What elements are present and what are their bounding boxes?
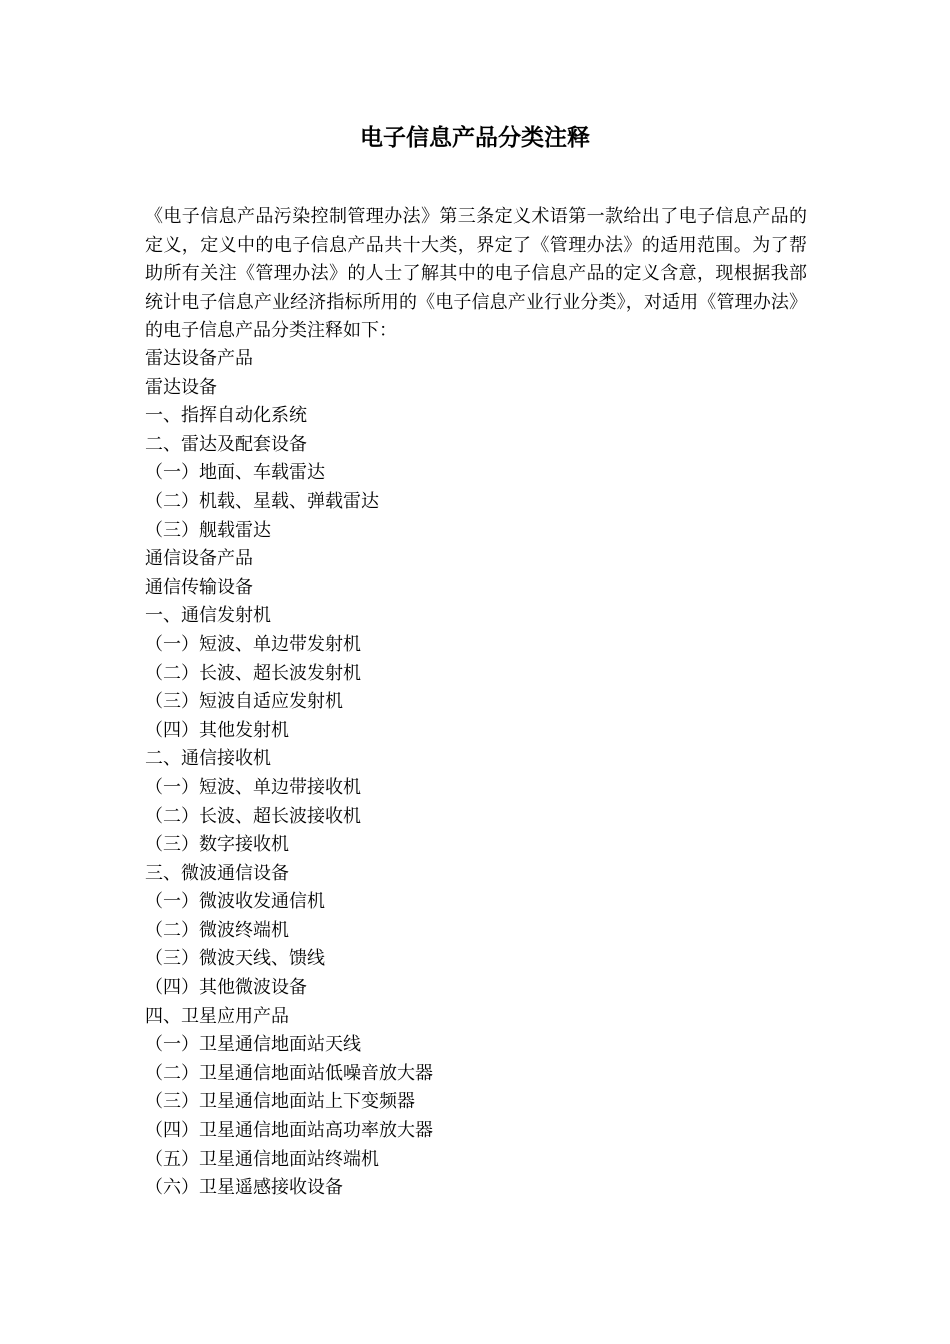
list-item: （四）其他微波设备 bbox=[145, 977, 307, 999]
list-item: （二）微波终端机 bbox=[145, 919, 289, 941]
list-item: 一、指挥自动化系统 bbox=[145, 405, 307, 427]
list-item: 四、卫星应用产品 bbox=[145, 1005, 289, 1027]
list-item: 雷达设备产品 bbox=[145, 348, 253, 369]
list-item: （二）机载、星载、弹载雷达 bbox=[145, 490, 379, 512]
list-item: （三）短波自适应发射机 bbox=[145, 691, 343, 713]
category-list bbox=[145, 345, 807, 1203]
document-title: 电子信息产品分类注释 bbox=[360, 125, 590, 151]
list-item: 三、微波通信设备 bbox=[145, 862, 289, 884]
list-item: （五）卫星通信地面站终端机 bbox=[145, 1148, 379, 1170]
list-item: 通信传输设备 bbox=[145, 576, 253, 598]
list-item: （六）卫星遥感接收设备 bbox=[145, 1177, 343, 1199]
list-item: 一、通信发射机 bbox=[145, 605, 271, 627]
list-item: （一）短波、单边带接收机 bbox=[145, 776, 361, 798]
list-item: （三）数字接收机 bbox=[145, 834, 289, 856]
list-item: （二）卫星通信地面站低噪音放大器 bbox=[145, 1062, 433, 1084]
list-item: （一）微波收发通信机 bbox=[145, 891, 325, 913]
list-item: （三）微波天线、馈线 bbox=[145, 948, 325, 970]
intro-paragraph: 《电子信息产品污染控制管理办法》第三条定义术语第一款给出了电子信息产品的定义，定义中的电子信息产品共十大类，界定了《管理办法》的适用范围。为了帮助所有关注《管理办法》的人士了解其中的电子信息产品的定义含意，现根据我部统计电子信息产业经济指标所用的《电子信息产业行业分类》，对适用《管理办法》的电子信息产品分类注释如下： bbox=[145, 206, 807, 342]
list-item: （一）卫星通信地面站天线 bbox=[145, 1034, 361, 1056]
list-item: （二）长波、超长波接收机 bbox=[145, 805, 361, 827]
list-item: （三）舰载雷达 bbox=[145, 519, 271, 541]
list-item: 通信设备产品 bbox=[145, 548, 253, 570]
list-item: （四）其他发射机 bbox=[145, 719, 289, 741]
list-item: 雷达设备 bbox=[145, 376, 217, 398]
list-item: （三）卫星通信地面站上下变频器 bbox=[145, 1091, 415, 1113]
list-item: 二、通信接收机 bbox=[145, 748, 271, 770]
list-item: （四）卫星通信地面站高功率放大器 bbox=[145, 1120, 433, 1142]
list-item: （一）短波、单边带发射机 bbox=[145, 633, 361, 655]
list-item: 二、雷达及配套设备 bbox=[145, 433, 307, 455]
list-item: （一）地面、车载雷达 bbox=[145, 462, 325, 484]
list-item: （二）长波、超长波发射机 bbox=[145, 662, 361, 684]
